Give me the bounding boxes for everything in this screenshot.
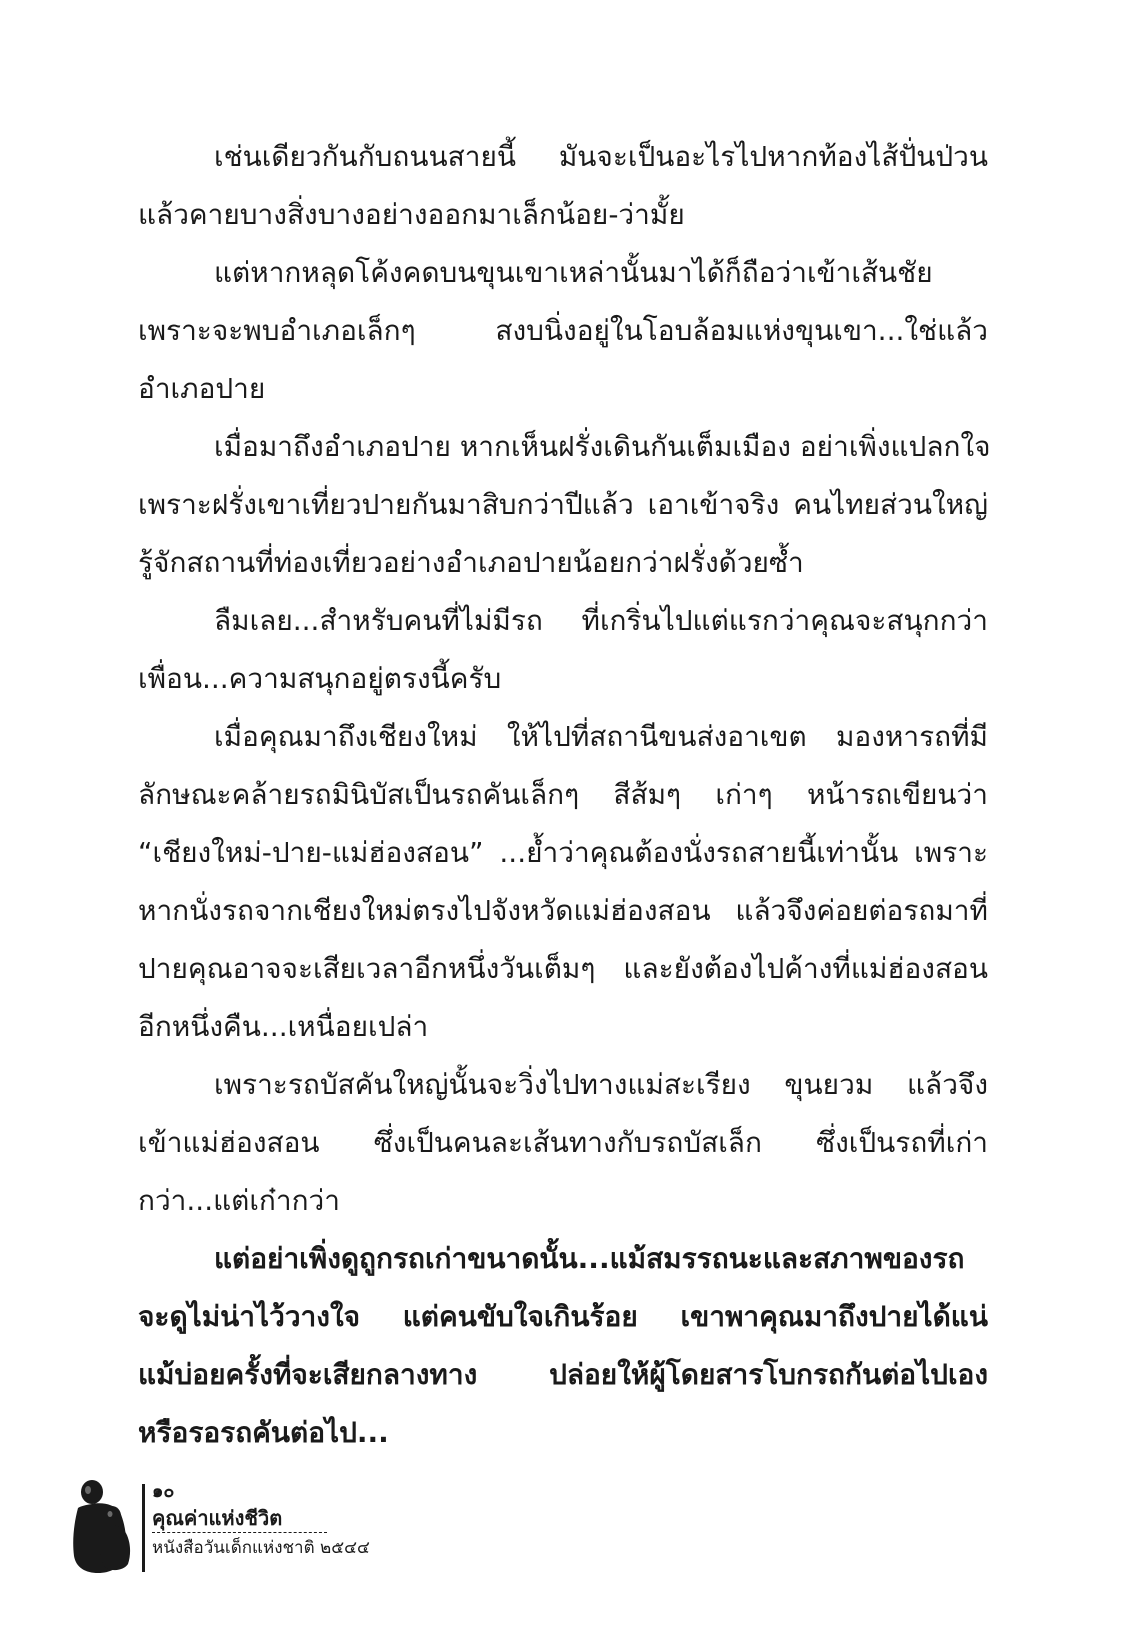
footer-divider — [142, 1484, 145, 1572]
text-line: เพราะฝรั่งเขาเที่ยวปายกันมาสิบกว่าปีแล้ว เอาเข้าจริง คนไทยส่วนใหญ่ — [138, 488, 988, 521]
text-line: แต่อย่าเพิ่งดูถูกรถเก่าขนาดนั้น...แม้สมรรถนะและสภาพของรถ — [214, 1242, 965, 1275]
page-number: ๑๐ — [152, 1481, 175, 1502]
text-line: รู้จักสถานที่ท่องเที่ยวอย่างอำเภอปายน้อยกว่าฝรั่งด้วยซ้ำ — [138, 546, 804, 579]
text-line: เพราะจะพบอำเภอเล็กๆ สงบนิ่งอยู่ในโอบล้อมแห่งขุนเขา...ใช่แล้ว — [138, 314, 988, 347]
footer-text — [152, 1480, 472, 1563]
text-line: เมื่อมาถึงอำเภอปาย หากเห็นฝรั่งเดินกันเต็มเมือง อย่าเพิ่งแปลกใจ — [214, 430, 991, 463]
text-line: หรือรอรถคันต่อไป... — [138, 1416, 389, 1449]
body-text — [138, 128, 991, 1462]
paragraph-1 — [138, 128, 988, 244]
text-line: อีกหนึ่งคืน...เหนื่อยเปล่า — [138, 1010, 429, 1043]
text-line: แล้วคายบางสิ่งบางอย่างออกมาเล็กน้อย-ว่ามั้ย — [138, 198, 685, 231]
text-line: เมื่อคุณมาถึงเชียงใหม่ ให้ไปที่สถานีขนส่งอาเขต มองหารถที่มี — [214, 720, 988, 753]
paragraph-3 — [138, 418, 991, 592]
text-line: แต่หากหลุดโค้งคดบนขุนเขาเหล่านั้นมาได้ก็ถือว่าเข้าเส้นชัย — [214, 256, 933, 289]
text-line: หากนั่งรถจากเชียงใหม่ตรงไปจังหวัดแม่ฮ่องสอน แล้วจึงค่อยต่อรถมาที่ — [138, 894, 988, 927]
text-line: ลักษณะคล้ายรถมินิบัสเป็นรถคันเล็กๆ สีส้มๆ เก่าๆ หน้ารถเขียนว่า — [138, 778, 988, 811]
text-line: แม้บ่อยครั้งที่จะเสียกลางทาง ปล่อยให้ผู้โดยสารโบกรถกันต่อไปเอง — [138, 1358, 988, 1391]
text-line: จะดูไม่น่าไว้วางใจ แต่คนขับใจเกินร้อย เขาพาคุณมาถึงปายได้แน่ — [138, 1300, 988, 1333]
text-line: เพราะรถบัสคันใหญ่นั้นจะวิ่งไปทางแม่สะเรียง ขุนยวม แล้วจึง — [214, 1068, 988, 1101]
text-line: เช่นเดียวกันกับถนนสายนี้ มันจะเป็นอะไรไปหากท้องไส้ปั่นป่วน — [214, 140, 988, 173]
text-line: อำเภอปาย — [138, 372, 266, 405]
paragraph-4 — [138, 592, 988, 708]
book-subtitle: หนังสือวันเด็กแห่งชาติ ๒๕๔๔ — [152, 1538, 370, 1558]
text-line: ลืมเลย...สำหรับคนที่ไม่มีรถ ที่เกริ่นไปแต่แรกว่าคุณจะสนุกกว่า — [214, 604, 988, 637]
book-title: คุณค่าแห่งชีวิต — [152, 1504, 327, 1533]
text-line: ปายคุณอาจจะเสียเวลาอีกหนึ่งวันเต็มๆ และยังต้องไปค้างที่แม่ฮ่องสอน — [138, 952, 988, 985]
silhouette-figure-icon — [70, 1478, 136, 1574]
paragraph-6 — [138, 1056, 988, 1230]
text-line: เข้าแม่ฮ่องสอน ซึ่งเป็นคนละเส้นทางกับรถบัสเล็ก ซึ่งเป็นรถที่เก่า — [138, 1126, 988, 1159]
page-footer — [70, 1478, 470, 1578]
text-line: กว่า...แต่เก๋ากว่า — [138, 1184, 340, 1217]
text-line: เพื่อน...ความสนุกอยู่ตรงนี้ครับ — [138, 662, 502, 695]
paragraph-7-bold — [138, 1230, 988, 1462]
text-line: “เชียงใหม่-ปาย-แม่ฮ่องสอน” ...ย้ำว่าคุณต้องนั่งรถสายนี้เท่านั้น เพราะ — [138, 836, 988, 869]
paragraph-2 — [138, 244, 988, 418]
paragraph-5 — [138, 708, 988, 1056]
